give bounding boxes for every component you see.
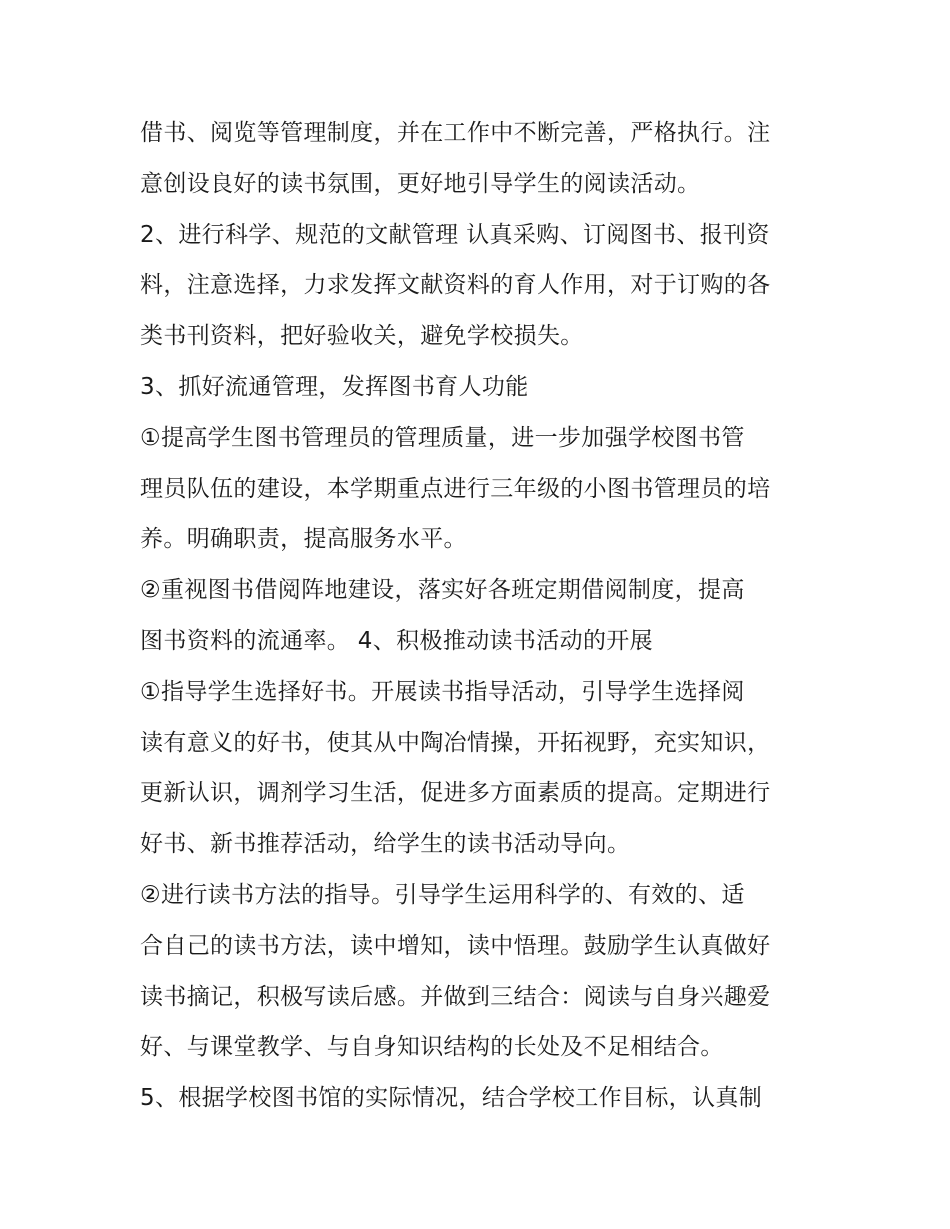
text-line: ②进行读书方法的指导。引导学生运用科学的、有效的、适 — [140, 881, 745, 908]
text-line: ①指导学生选择好书。开展读书指导活动，引导学生选择阅 — [140, 678, 745, 705]
text-line: 读有意义的好书，使其从中陶冶情操，开拓视野，充实知识， — [140, 729, 771, 756]
text-line: 好书、新书推荐活动，给学生的读书活动导向。 — [140, 831, 631, 858]
body-text — [140, 108, 820, 1124]
text-line: 2、进行科学、规范的文献管理 认真采购、订阅图书、报刊资 — [140, 221, 770, 248]
text-line: ②重视图书借阅阵地建设，落实好各班定期借阅制度，提高 — [140, 577, 745, 604]
text-line: 借书、阅览等管理制度，并在工作中不断完善，严格执行。注 — [140, 120, 771, 146]
text-line: 3、抓好流通管理，发挥图书育人功能 — [140, 373, 529, 400]
text-line: 图书资料的流通率。 4、积极推动读书活动的开展 — [140, 627, 653, 654]
text-line: 理员队伍的建设，本学期重点进行三年级的小图书管理员的培 — [140, 475, 771, 502]
text-line: 读书摘记，积极写读后感。并做到三结合：阅读与自身兴趣爱 — [140, 983, 771, 1010]
text-line: 5、根据学校图书馆的实际情况，结合学校工作目标，认真制 — [140, 1085, 763, 1112]
text-line: 养。明确职责，提高服务水平。 — [140, 526, 467, 553]
text-line: 料，注意选择，力求发挥文献资料的育人作用，对于订购的各 — [140, 272, 771, 299]
text-line: 合自己的读书方法，读中增知，读中悟理。鼓励学生认真做好 — [140, 932, 771, 959]
text-line: 好、与课堂教学、与自身知识结构的长处及不足相结合。 — [140, 1034, 724, 1061]
text-line: 更新认识，调剂学习生活，促进多方面素质的提高。定期进行 — [140, 780, 771, 807]
text-line: ①提高学生图书管理员的管理质量，进一步加强学校图书管 — [140, 424, 745, 451]
text-line: 类书刊资料，把好验收关，避免学校损失。 — [140, 323, 584, 350]
text-line: 意创设良好的读书氛围，更好地引导学生的阅读活动。 — [140, 170, 701, 197]
